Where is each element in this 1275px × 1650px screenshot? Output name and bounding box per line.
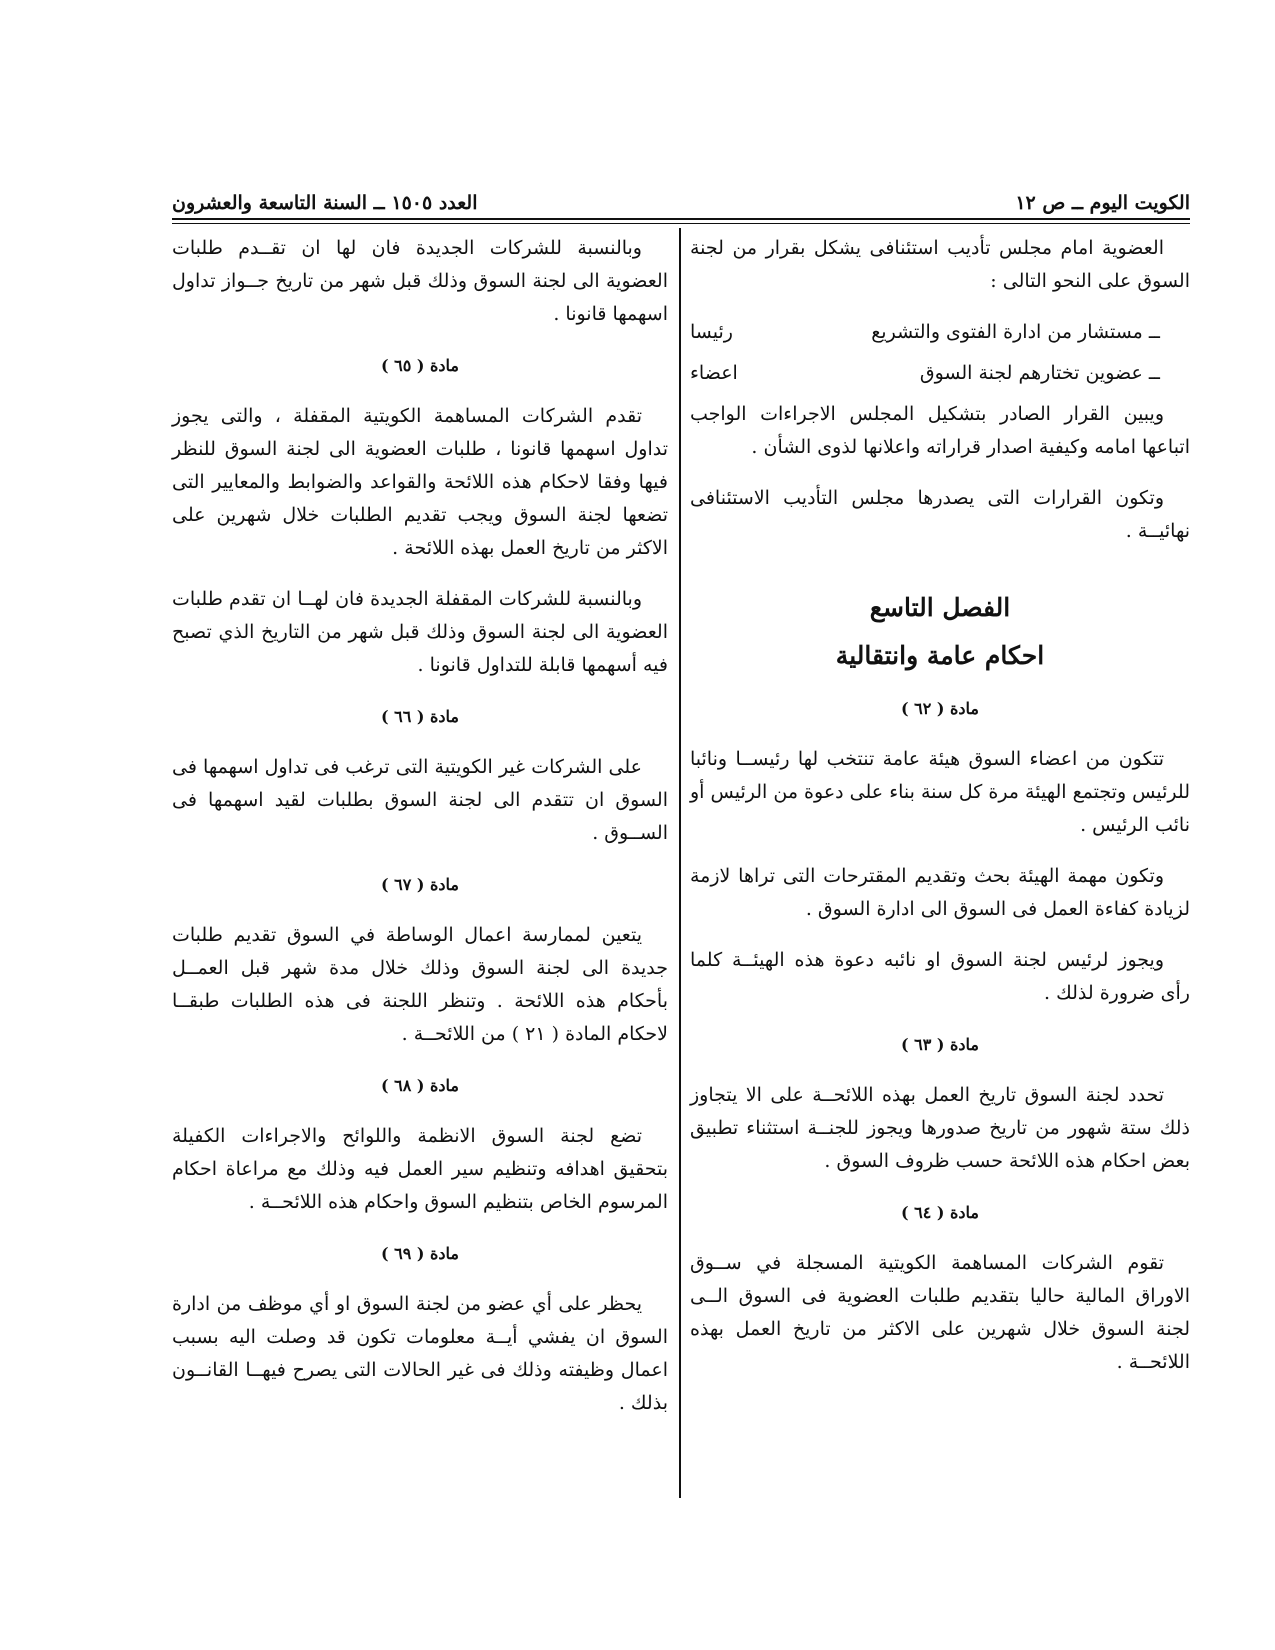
left-column [172,232,668,1438]
article-heading: مادة ( ٦٣ ) [901,1035,979,1054]
member-role: اعضاء [690,362,738,384]
paragraph: وتكون القرارات التى يصدرها مجلس التأديب الاستئنافى نهائيــة . [690,487,1190,542]
paragraph: تحدد لجنة السوق تاريخ العمل بهذه اللائحــة على الا يتجاوز ذلك ستة شهور من تاريخ صدورها ويجوز للجنــة استثناء تطبيق بعض احكام هذه اللائحة حسب ظروف السوق . [690,1084,1190,1172]
paragraph: تتكون من اعضاء السوق هيئة عامة تنتخب لها رئيســا ونائبا للرئيس وتجتمع الهيئة مرة كل سنة بناء على دعوة من الرئيس أو نائب الرئيس . [690,748,1190,836]
paragraph: على الشركات غير الكويتية التى ترغب فى تداول اسهمها فى السوق ان تتقدم الى لجنة السوق بطلبات لقيد اسهمها فى الســوق . [172,756,668,844]
member-text: ــ مستشار من ادارة الفتوى والتشريع [871,321,1160,343]
page-header [172,178,1190,214]
header-rule-thin [172,223,1190,224]
paragraph: ويبين القرار الصادر بتشكيل المجلس الاجراءات الواجب اتباعها امامه وكيفية اصدار قراراته واعلانها لذوى الشأن . [690,403,1190,458]
article-heading: مادة ( ٦٥ ) [381,356,459,375]
article-heading: مادة ( ٦٤ ) [901,1203,979,1222]
paragraph: تقدم الشركات المساهمة الكويتية المقفلة ، والتى يجوز تداول اسهمها قانونا ، طلبات العضوية الى لجنة السوق للنظر فيها وفقا لاحكام هذه اللائحة والقواعد والضوابط والمعايير التى تضعها لجنة السوق ويجب تقديم الطلبات خلال شهرين على الاكثر من تاريخ العمل بهذه اللائحة . [172,405,668,559]
paragraph: يحظر على أي عضو من لجنة السوق او أي موظف من ادارة السوق ان يفشي أيــة معلومات تكون قد وصلت اليه بسبب اعمال وظيفته وذلك فى غير الحالات التى يصرح فيهــا القانــون بذلك . [172,1293,668,1414]
member-line [690,357,1190,390]
paragraph: وبالنسبة للشركات المقفلة الجديدة فان لهــا ان تقدم طلبات العضوية الى لجنة السوق وذلك قبل شهر من التاريخ الذي تصبح فيه أسهمها قابلة للتداول قانونا . [172,588,668,676]
paragraph: وتكون مهمة الهيئة بحث وتقديم المقترحات التى تراها لازمة لزيادة كفاءة العمل فى السوق الى ادارة السوق . [690,865,1190,920]
column-divider [679,228,681,1498]
right-column [690,232,1190,1397]
member-role: رئيسا [690,321,733,343]
header-publication: الكويت اليوم ــ ص ١٢ [1015,192,1190,214]
article-heading: مادة ( ٦٦ ) [381,707,459,726]
header-issue: العدد ١٥٠٥ ــ السنة التاسعة والعشرون [172,192,478,214]
paragraph: تقوم الشركات المساهمة الكويتية المسجلة في ســوق الاوراق المالية حاليا بتقديم طلبات العضوية فى السوق الــى لجنة السوق خلال شهرين على الاكثر من تاريخ العمل بهذه اللائحــة . [690,1252,1190,1373]
paragraph: يتعين لممارسة اعمال الوساطة في السوق تقديم طلبات جديدة الى لجنة السوق وذلك خلال مدة شهر قبل العمــل بأحكام هذه اللائحة . وتنظر اللجنة فى هذه الطلبات طبقــا لاحكام المادة ( ٢١ ) من اللائحــة . [172,924,668,1045]
paragraph: العضوية امام مجلس تأديب استئنافى يشكل بقرار من لجنة السوق على النحو التالى : [690,237,1190,292]
paragraph: وبالنسبة للشركات الجديدة فان لها ان تقــدم طلبات العضوية الى لجنة السوق وذلك قبل شهر من تاريخ جــواز تداول اسهمها قانونا . [172,237,668,325]
member-text: ــ عضوين تختارهم لجنة السوق [919,362,1160,384]
member-line [690,316,1190,349]
paragraph: تضع لجنة السوق الانظمة واللوائح والاجراءات الكفيلة بتحقيق اهدافه وتنظيم سير العمل فيه وذلك مع مراعاة احكام المرسوم الخاص بتنظيم السوق واحكام هذه اللائحــة . [172,1125,668,1213]
article-heading: مادة ( ٦٧ ) [381,875,459,894]
article-heading: مادة ( ٦٢ ) [901,699,979,718]
paragraph: ويجوز لرئيس لجنة السوق او نائبه دعوة هذه الهيئــة كلما رأى ضرورة لذلك . [690,949,1190,1004]
chapter-title: الفصل التاسع [869,593,1011,622]
article-heading: مادة ( ٦٨ ) [381,1076,459,1095]
header-rule [172,218,1190,220]
article-heading: مادة ( ٦٩ ) [381,1244,459,1263]
chapter-subtitle: احكام عامة وانتقالية [835,641,1045,670]
